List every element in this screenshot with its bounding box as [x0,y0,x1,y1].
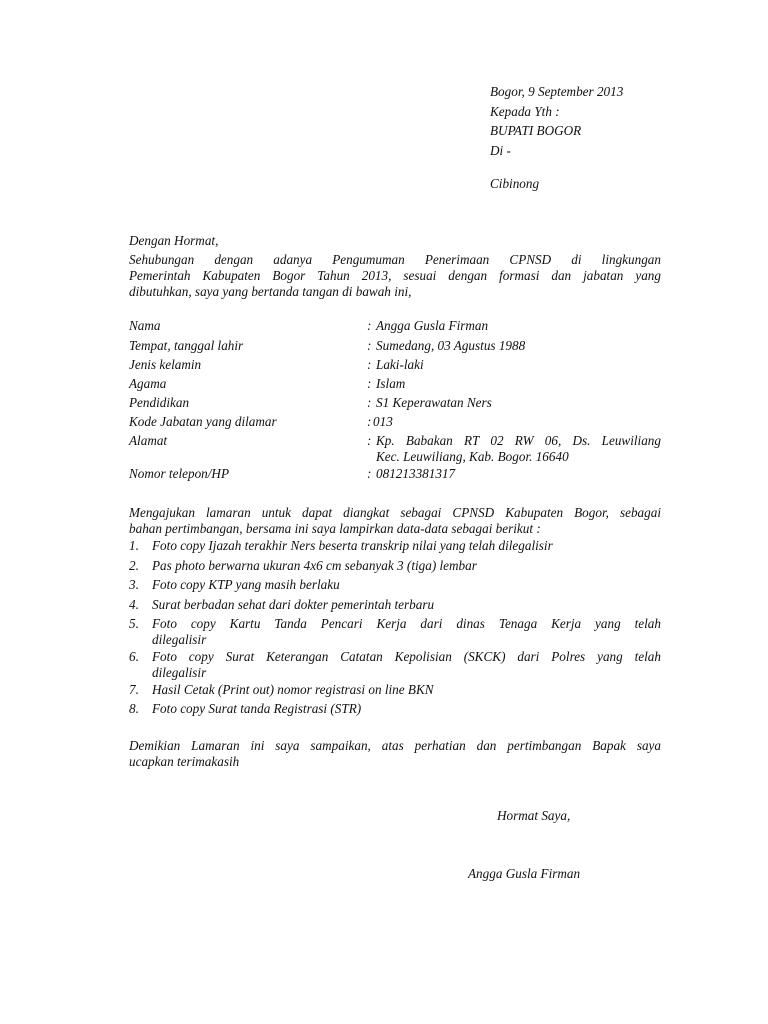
field-label: Pendidikan [129,395,190,410]
list-text: Hasil Cetak (Print out) nomor registrasi on line BKN [152,681,434,697]
list-number: 2. [129,557,139,573]
letter-di: Di - [490,142,511,158]
intro-line-1: Sehubungan dengan adanya Pengumuman Penerimaan CPNSD di lingkungan [129,252,661,267]
list-item [129,616,661,649]
field-colon: : [367,395,372,410]
field-value: 013 [373,414,393,429]
list-number: 1. [129,538,139,553]
letter-city: Cibinong [490,176,540,191]
field-label: Nomor telepon/HP [129,466,229,481]
field-value: Angga Gusla Firman [376,318,489,333]
list-text: Foto copy Surat tanda Registrasi (STR) [152,701,362,716]
letter-to: Kepada Yth : [490,103,560,119]
attachment-list [129,538,661,721]
field-row-kode-jabatan [129,414,661,434]
field-row-alamat [129,433,661,469]
list-item [129,577,661,597]
field-label: Alamat [129,433,168,448]
list-text [152,649,661,681]
field-label: Tempat, tanggal lahir [129,337,244,353]
letter-date: Bogor, 9 September 2013 [490,84,624,99]
list-number: 6. [129,648,139,664]
field-label: Nama [129,318,161,333]
field-colon: : [367,466,372,481]
application-line-2: bahan pertimbangan, bersama ini saya lampirkan data-data sebagai berikut : [129,521,541,536]
closing-paragraph [129,738,661,770]
field-label: Kode Jabatan yang dilamar [129,414,277,429]
list-number: 3. [129,577,139,592]
field-colon: : [367,414,372,429]
list-item [129,538,661,558]
field-label: Agama [129,376,167,391]
field-row-jenis-kelamin [129,357,661,377]
list-item [129,701,661,721]
field-colon: : [367,318,372,333]
list-number: 8. [129,701,139,716]
list-text: Surat berbadan sehat dari dokter pemerintah terbaru [152,596,435,612]
field-row-telepon [129,466,661,486]
list-number: 7. [129,681,139,697]
intro-line-3: dibutuhkan, saya yang bertanda tangan di bawah ini, [129,284,412,299]
address-line-2: Kec. Leuwiliang, Kab. Bogor. 16640 [376,449,569,464]
field-value: S1 Keperawatan Ners [376,395,492,410]
field-row-ttl [129,338,661,358]
list-text-line-2: dilegalisir [152,664,207,680]
list-text-line-1: Foto copy Surat Keterangan Catatan Kepolisian (SKCK) dari Polres yang telah [152,648,661,664]
list-text-line-2: dilegalisir [152,631,207,647]
intro-line-2: Pemerintah Kabupaten Bogor Tahun 2013, sesuai dengan formasi dan jabatan yang [129,268,661,283]
list-text: Foto copy KTP yang masih berlaku [152,577,340,592]
field-value: Laki-laki [376,356,424,372]
list-text [152,616,661,648]
list-text-line-1: Foto copy Kartu Tanda Pencari Kerja dari dinas Tenaga Kerja yang telah [152,615,661,631]
letter-greeting: Dengan Hormat, [129,233,219,248]
field-colon: : [367,433,372,448]
field-row-agama [129,376,661,396]
closing-line-1: Demikian Lamaran ini saya sampaikan, atas perhatian dan pertimbangan Bapak saya [129,738,661,753]
field-colon: : [367,337,372,353]
field-value: Sumedang, 03 Agustus 1988 [376,337,526,353]
signature-salutation: Hormat Saya, [497,808,571,823]
closing-line-2: ucapkan terimakasih [129,754,240,769]
field-colon: : [367,376,372,391]
signature-name: Angga Gusla Firman [468,866,581,881]
application-paragraph [129,505,661,537]
field-row-pendidikan [129,395,661,415]
address-line-1: Kp. Babakan RT 02 RW 06, Ds. Leuwiliang [376,433,661,448]
letter-recipient: BUPATI BOGOR [490,123,582,138]
list-number: 4. [129,596,139,612]
field-value-address [376,433,661,465]
field-row-nama [129,318,661,338]
list-item [129,649,661,682]
field-value: Islam [376,376,406,391]
list-item [129,597,661,616]
list-number: 5. [129,615,139,631]
list-item [129,682,661,702]
field-colon: : [367,356,372,372]
application-line-1: Mengajukan lamaran untuk dapat diangkat sebagai CPNSD Kabupaten Bogor, sebagai [129,505,661,520]
list-text: Pas photo berwarna ukuran 4x6 cm sebanyak 3 (tiga) lembar [152,557,477,573]
letter-header [490,84,623,162]
list-text: Foto copy Ijazah terakhir Ners beserta transkrip nilai yang telah dilegalisir [152,538,553,553]
list-item [129,558,661,578]
field-label: Jenis kelamin [129,356,202,372]
intro-paragraph [129,252,661,300]
field-value: 081213381317 [376,466,456,481]
